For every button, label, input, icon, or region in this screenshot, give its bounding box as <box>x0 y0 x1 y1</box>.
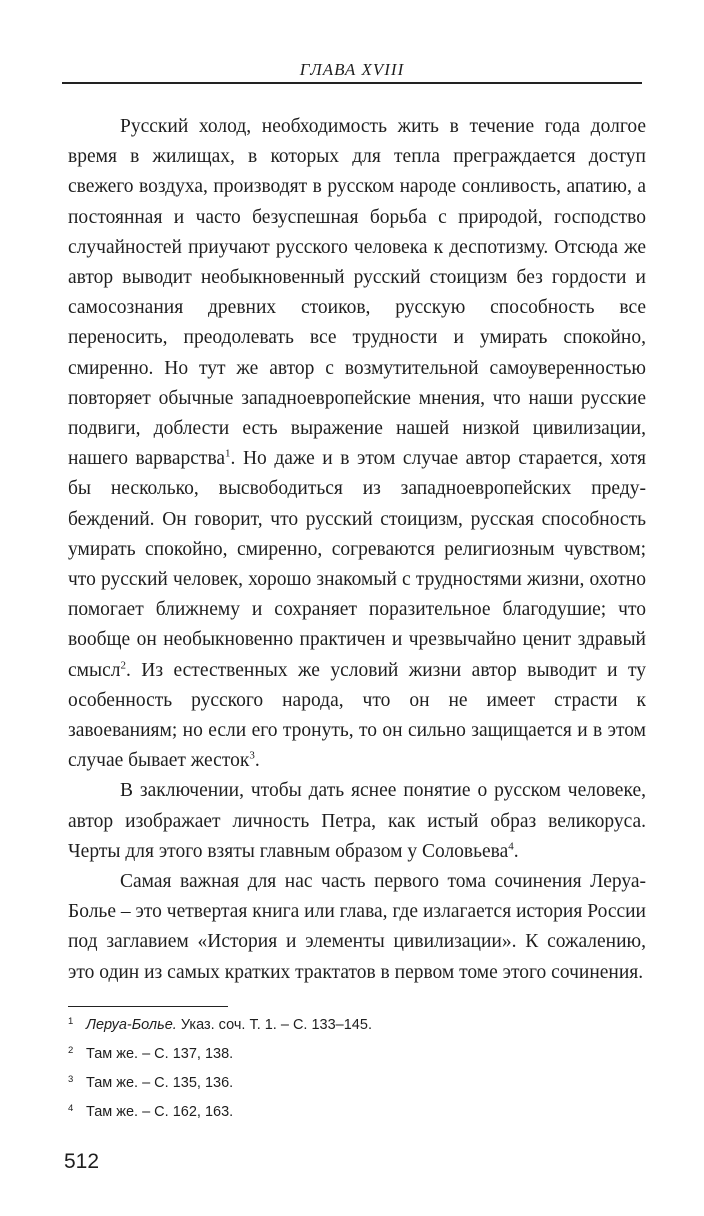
page-number: 512 <box>64 1150 100 1173</box>
footnote-text: Там же. – С. 137, 138. <box>86 1046 234 1062</box>
footnotes <box>68 1016 638 1132</box>
footnote-text: Там же. – С. 135, 136. <box>86 1075 234 1091</box>
paragraph-1-part-d: . <box>254 750 260 772</box>
header-rule <box>62 82 642 84</box>
body-text <box>68 112 646 988</box>
footnote-text: Указ. соч. Т. 1. – С. 133–145. <box>176 1017 372 1033</box>
footnote-number: 1 <box>68 1016 74 1027</box>
paragraph-2 <box>68 776 646 867</box>
footnote-ref-4[interactable]: 4 <box>508 840 514 853</box>
footnote-ref-2[interactable]: 2 <box>120 659 126 672</box>
paragraph-2-part-b: . <box>513 840 519 862</box>
paragraph-1-part-c: . Из естественных же условий жизни автор выводит и ту особенность русского народа, что он не имеет страсти к завоеваниям; но если его тронуть, то он сильно защищается и в этом случае бывает жесток <box>68 659 646 772</box>
footnote-1 <box>68 1016 638 1045</box>
paragraph-1-part-b: . Но даже и в этом случае автор старается, хотя бы несколько, высвободиться из западноевропейских предубеждений. Он говорит, что русский стоицизм, русская способность умирать спокойно, смиренно, согреваются религиозным чувством; что русский человек, хорошо знакомый с трудностями жизни, охотно помогает ближнему и сохраняет поразительное благодушие; что вообще он необыкновенно практичен и чрезвычайно ценит здравый смысл <box>68 448 646 681</box>
paragraph-1 <box>68 112 646 776</box>
chapter-running-header: ГЛАВА XVIII <box>299 60 405 79</box>
footnote-rule <box>68 1006 228 1007</box>
footnote-2 <box>68 1045 638 1074</box>
footnote-number: 2 <box>68 1045 74 1056</box>
paragraph-2-part-a: В заключении, чтобы дать яснее понятие о русском человеке, автор изображает личность Петра, как истый образ великоруса. Черты для этого взяты главным образом у Соловьева <box>68 780 646 862</box>
footnote-number: 3 <box>68 1074 74 1085</box>
footnote-number: 4 <box>68 1103 74 1114</box>
footnote-4 <box>68 1103 638 1132</box>
paragraph-3: Самая важная для нас часть первого тома сочинения Леруа-Болье – это четвертая книга или глава, где излагается история России под заглавием «История и элементы цивилизации». К сожалению, это один из самых кратких трактатов в первом томе этого сочинения. <box>68 871 646 983</box>
footnote-author: Леруа-Болье. <box>86 1017 177 1033</box>
footnote-ref-3[interactable]: 3 <box>249 749 255 762</box>
footnote-text: Там же. – С. 162, 163. <box>86 1104 234 1120</box>
footnote-ref-1[interactable]: 1 <box>225 447 231 460</box>
paragraph-1-part-a: Русский холод, необходимость жить в течение года долгое время в жилищах, в которых для тепла преграждается доступ свежего воздуха, производят в русском народе сонливость, апатию, а постоянная и часто безуспешная борьба с природой, господство случайностей приучают русского человека к деспотизму. Отсюда же автор выводит необыкновенный русский стоицизм без гордости и самосознания древних стоиков, русскую способность все переносить, преодолевать все трудности и умирать спокойно, смиренно. Но тут же автор с возмутительной самоуверенностью повторяет обычные западноевропейские мнения, что наши русские подвиги, доблести есть выражение нашей низкой цивилизации, нашего варварства <box>68 116 646 470</box>
footnote-3 <box>68 1074 638 1103</box>
